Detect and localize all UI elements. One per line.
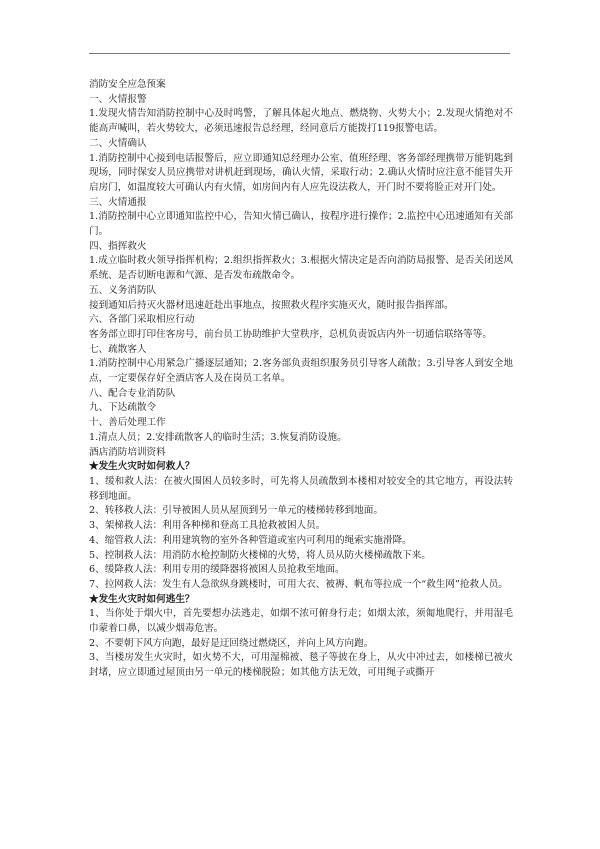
section-body-7: 1.消防控制中心用紧急广播逐层通知；2.客务部负责组织服务员引导客人疏散；3.引导客人到安全地点，一定要保存好全酒店客人及在岗员工名单。 [89,358,513,385]
section-body-6: 客务部立即打印住客房号，前台员工协助维护大堂秩序，总机负责饭店内外一切通信联络等等。 [89,328,492,340]
doc-title: 消防安全应急预案 [89,79,166,90]
section-body-3: 1.消防控制中心立即通知监控中心，告知火情已确认，按程序进行操作；2.监控中心迅速通知有关部门。 [89,211,513,238]
rescue-item: 7、拉网救人法：发生有人急欲纵身跳楼时，可用大衣、被褥、帆布等拉成一个“救生网”抢救人员。 [89,578,508,590]
rescue-item: 5、控制救人法：用消防水枪控制防火楼梯的火势，将人员从防火楼梯疏散下来。 [89,549,431,561]
rescue-item: 2、转移救人法：引导被困人员从屋顶到另一单元的楼梯转移到地面。 [89,505,383,517]
section-body-2: 1.消防控制中心接到电话报警后，应立即通知总经理办公室、值班经理、客务部经理携带万能钥匙到现场，同时保安人员应携带对讲机赶到现场，确认火情，采取行动；2.确认火情时应注意不能冒失开启房门，如温度较大可确认内有火情，如房间内有人应先设法救人，开门时不要将脸正对开门处。 [89,152,513,193]
section-body-4: 1.成立临时救火领导指挥机构；2.组织指挥救火；3.根据火情决定是否向消防局报警、是否关闭送风系统、是否切断电源和气源、是否发布疏散命令。 [89,255,513,282]
rescue-item: 1、缓和救人法：在被火围困人员较多时，可先将人员疏散到本楼相对较安全的其它地方，再设法转移到地面。 [89,475,513,502]
section-heading-8: 八、配合专业消防队 [89,387,176,399]
section-heading-2: 二、火情确认 [89,137,147,149]
section-heading-3: 三、火情通报 [89,196,147,208]
escape-heading: ★发生火灾时如何逃生？ [89,593,195,605]
escape-item: 2、不要朝下风方向跑，最好是迂回绕过燃烧区，并向上风方向跑。 [89,637,374,649]
document-body [89,78,513,681]
section-heading-5: 五、义务消防队 [89,284,157,296]
section-heading-10: 十、善后处理工作 [89,417,166,429]
rescue-heading: ★发生火灾时如何救人？ [89,461,195,473]
header-rule [89,53,510,54]
rescue-item: 6、缓降救人法：利用专用的缓降器将被困人员抢救至地面。 [89,564,345,576]
escape-item: 3、当楼房发生火灾时，如火势不大，可用湿棉被、毯子等披在身上，从火中冲过去，如楼梯已被火封堵，应立即通过屋顶由另一单元的楼梯脱险；如其他方法无效，可用绳子或撕开 [89,652,513,679]
section-heading-9: 九、下达疏散令 [89,402,157,414]
escape-item: 1、当你处于烟火中，首先要想办法逃走，如烟不浓可俯身行走；如烟太浓，须匍地爬行，并用湿毛巾蒙着口鼻，以减少烟毒危害。 [89,608,513,635]
training-title: 酒店消防培训资料 [89,446,166,458]
section-body-10: 1.清点人员；2.安排疏散客人的临时生活；3.恢复消防设施。 [89,431,347,443]
section-heading-7: 七、疏散客人 [89,343,147,355]
section-body-1: 1.发现火情告知消防控制中心及时鸣警，了解具体起火地点、燃烧物、火势大小；2.发现火情绝对不能高声喊叫，若火势较大，必须迅速报告总经理，经同意后方能拨打119报警电话。 [89,108,513,135]
section-heading-4: 四、指挥救火 [89,240,147,252]
rescue-item: 3、架梯救人法：利用各种梯和登高工具抢救被困人员。 [89,520,326,532]
section-body-5: 接到通知后持灭火器材迅速赶赴出事地点，按照救火程序实施灭火，随时报告指挥部。 [89,299,454,311]
rescue-item: 4、缩管救人法：利用建筑物的室外各种管道或室内可利用的绳索实施滑降。 [89,534,412,546]
section-heading-1: 一、火情报警 [89,93,147,105]
section-heading-6: 六、各部门采取相应行动 [89,314,195,326]
